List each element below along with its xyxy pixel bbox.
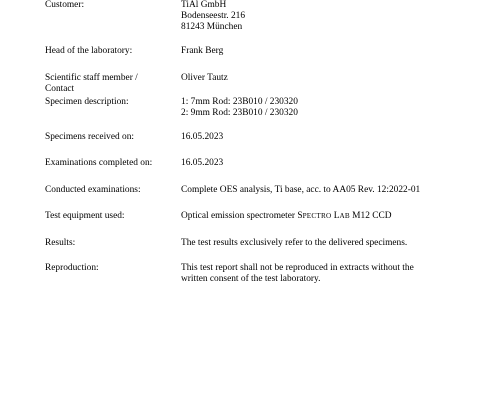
specimen-list [181,97,451,119]
equipment-suffix: M12 CCD [349,211,392,221]
customer-address [181,0,451,33]
conducted-label: Conducted examinations: [45,185,141,195]
results-label: Results: [45,238,76,248]
received-date: 16.05.2023 [181,132,224,142]
staff-label [45,73,173,95]
customer-city: 81243 München [181,22,243,32]
reproduction-value [181,263,451,285]
results-value: The test results exclusively refer to the delivered specimens. [181,238,408,248]
equipment-value [181,211,451,222]
reproduction-line-2: written consent of the test laboratory. [181,274,321,284]
head-of-lab-value: Frank Berg [181,46,224,56]
staff-label-line-2: Contact [45,84,75,94]
staff-value: Oliver Tautz [181,73,228,83]
conducted-value: Complete OES analysis, Ti base, acc. to AA05 Rev. 12:2022-01 [181,185,421,195]
reproduction-label: Reproduction: [45,263,99,273]
head-of-lab-label: Head of the laboratory: [45,46,133,56]
completed-date: 16.05.2023 [181,158,224,168]
completed-label: Examinations completed on: [45,158,153,168]
equipment-prefix: Optical emission spectrometer [181,211,298,221]
equipment-label: Test equipment used: [45,211,125,221]
customer-street: Bodenseestr. 216 [181,11,246,21]
customer-name: TiAl GmbH [181,0,227,10]
customer-label: Customer: [45,0,85,10]
staff-label-line-1: Scientific staff member / [45,73,138,83]
specimen-item-2: 2: 9mm Rod: 23B010 / 230320 [181,108,298,118]
brand-s-rest: PECTRO [302,212,332,220]
specimen-label: Specimen description: [45,97,129,107]
received-label: Specimens received on: [45,132,135,142]
brand-l-initial: L [333,211,340,221]
reproduction-line-1: This test report shall not be reproduced in extracts without the [181,263,414,273]
specimen-item-1: 1: 7mm Rod: 23B010 / 230320 [181,97,298,107]
brand-l-rest: AB [339,212,350,220]
brand-s-initial: S [297,211,303,221]
